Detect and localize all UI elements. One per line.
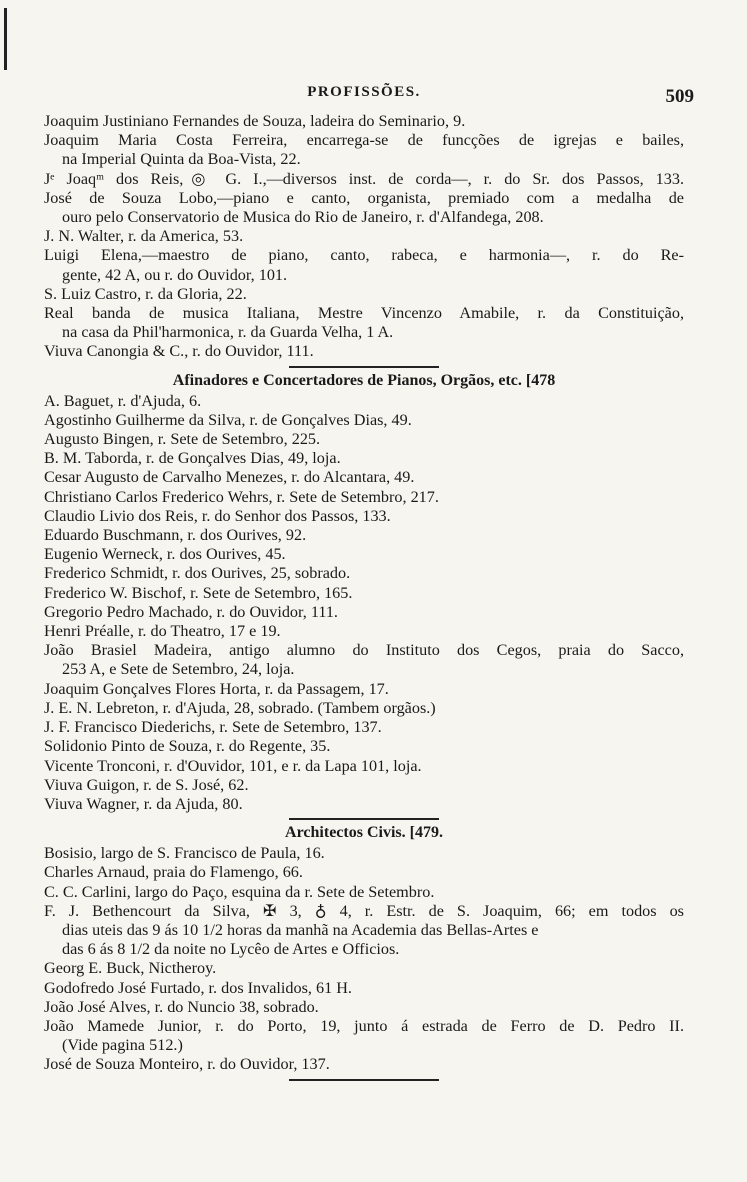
list-item: Godofredo José Furtado, r. dos Invalidos, 61 H. — [44, 978, 352, 997]
list-item: J. E. N. Lebreton, r. d'Ajuda, 28, sobrado. (Tambem orgãos.) — [44, 698, 436, 717]
list-item: Henri Préalle, r. do Theatro, 17 e 19. — [44, 622, 281, 641]
list-item: João Mamede Junior, r. do Porto, 19, junto á estrada de Ferro de D. Pedro II. — [44, 1016, 684, 1035]
list-item: Cesar Augusto de Carvalho Menezes, r. do Alcantara, 49. — [44, 468, 415, 487]
list-item: Gregorio Pedro Machado, r. do Ouvidor, 111. — [44, 602, 338, 621]
section-tuners — [44, 370, 684, 814]
list-item-continuation: dias uteis das 9 ás 10 1/2 horas da manhã na Academia das Bellas-Artes e — [62, 920, 539, 939]
list-item: José de Souza Lobo,—piano e canto, organista, premiado com a medalha de — [44, 188, 684, 207]
entries-top — [44, 112, 684, 362]
section-divider — [289, 818, 439, 820]
list-item: José de Souza Monteiro, r. do Ouvidor, 137. — [44, 1055, 330, 1074]
section-divider — [289, 1079, 439, 1081]
list-item: Frederico W. Bischof, r. Sete de Setembro, 165. — [44, 583, 353, 602]
list-item-continuation: das 6 ás 8 1/2 da noite no Lycêo de Artes e Officios. — [62, 940, 400, 959]
directory-page — [44, 84, 694, 1083]
list-item: Georg E. Buck, Nictheroy. — [44, 959, 217, 978]
list-item-continuation: 253 A, e Sete de Setembro, 24, loja. — [62, 660, 295, 679]
list-item: Agostinho Guilherme da Silva, r. de Gonçalves Dias, 49. — [44, 410, 412, 429]
section-heading-tuners: Afinadores e Concertadores de Pianos, Orgãos, etc. [478 — [172, 371, 556, 389]
list-item-continuation: na Imperial Quinta da Boa-Vista, 22. — [62, 150, 301, 169]
list-item: Viuva Wagner, r. da Ajuda, 80. — [44, 794, 243, 813]
list-item: Viuva Guigon, r. de S. José, 62. — [44, 775, 249, 794]
list-item: Charles Arnaud, praia do Flamengo, 66. — [44, 863, 303, 882]
list-item: Jᵉ Joaqᵐ dos Reis,◎ G. I.,—diversos inst. de corda—, r. do Sr. dos Passos, 133. — [44, 169, 684, 188]
list-item: B. M. Taborda, r. de Gonçalves Dias, 49, loja. — [44, 449, 341, 468]
list-item-continuation: gente, 42 A, ou r. do Ouvidor, 101. — [62, 265, 288, 284]
list-item: Joaquim Justiniano Fernandes de Souza, ladeira do Seminario, 9. — [44, 112, 466, 130]
running-title: PROFISSÕES. — [307, 84, 421, 100]
list-item: João José Alves, r. do Nuncio 38, sobrado. — [44, 997, 319, 1016]
list-item-continuation: ouro pelo Conservatorio de Musica do Rio de Janeiro, r. d'Alfandega, 208. — [62, 208, 544, 227]
list-item: Frederico Schmidt, r. dos Ourives, 25, sobrado. — [44, 564, 351, 583]
page-header — [44, 84, 694, 112]
list-item: Vicente Tronconi, r. d'Ouvidor, 101, e r. da Lapa 101, loja. — [44, 756, 422, 775]
list-item: J. N. Walter, r. da America, 53. — [44, 227, 244, 246]
list-item: Bosisio, largo de S. Francisco de Paula, 16. — [44, 844, 325, 863]
list-item: Christiano Carlos Frederico Wehrs, r. Sete de Setembro, 217. — [44, 487, 439, 506]
list-item: Augusto Bingen, r. Sete de Setembro, 225. — [44, 430, 321, 449]
list-item: Eduardo Buschmann, r. dos Ourives, 92. — [44, 526, 307, 545]
list-item: Solidonio Pinto de Souza, r. do Regente, 35. — [44, 737, 331, 756]
page-number: 509 — [665, 86, 694, 107]
section-architects — [44, 822, 684, 1074]
list-item: Joaquim Gonçalves Flores Horta, r. da Passagem, 17. — [44, 679, 389, 698]
list-item: João Brasiel Madeira, antigo alumno do Instituto dos Cegos, praia do Sacco, — [44, 641, 684, 660]
list-item: F. J. Bethencourt da Silva, ✠ 3, ♁ 4, r. Estr. de S. Joaquim, 66; em todos os — [44, 901, 684, 920]
list-item: Eugenio Werneck, r. dos Ourives, 45. — [44, 545, 286, 564]
list-item-continuation: (Vide pagina 512.) — [62, 1036, 183, 1055]
list-item: J. F. Francisco Diederichs, r. Sete de Setembro, 137. — [44, 718, 382, 737]
margin-rule — [4, 8, 7, 70]
list-item: C. C. Carlini, largo do Paço, esquina da r. Sete de Setembro. — [44, 882, 435, 901]
list-item: Luigi Elena,—maestro de piano, canto, rabeca, e harmonia—, r. do Re- — [44, 246, 684, 265]
list-item: Claudio Livio dos Reis, r. do Senhor dos Passos, 133. — [44, 506, 391, 525]
list-item: A. Baguet, r. d'Ajuda, 6. — [44, 391, 202, 410]
list-item: Real banda de musica Italiana, Mestre Vincenzo Amabile, r. da Constituição, — [44, 304, 684, 323]
list-item: Joaquim Maria Costa Ferreira, encarrega-se de funcções de igrejas e bailes, — [44, 131, 684, 150]
section-heading-architects: Architectos Civis. [479. — [285, 824, 443, 842]
section-divider — [289, 366, 439, 368]
list-item-continuation: na casa da Phil'harmonica, r. da Guarda Velha, 1 A. — [62, 323, 394, 342]
list-item: S. Luiz Castro, r. da Gloria, 22. — [44, 284, 247, 303]
list-item: Viuva Canongia & C., r. do Ouvidor, 111. — [44, 342, 314, 361]
